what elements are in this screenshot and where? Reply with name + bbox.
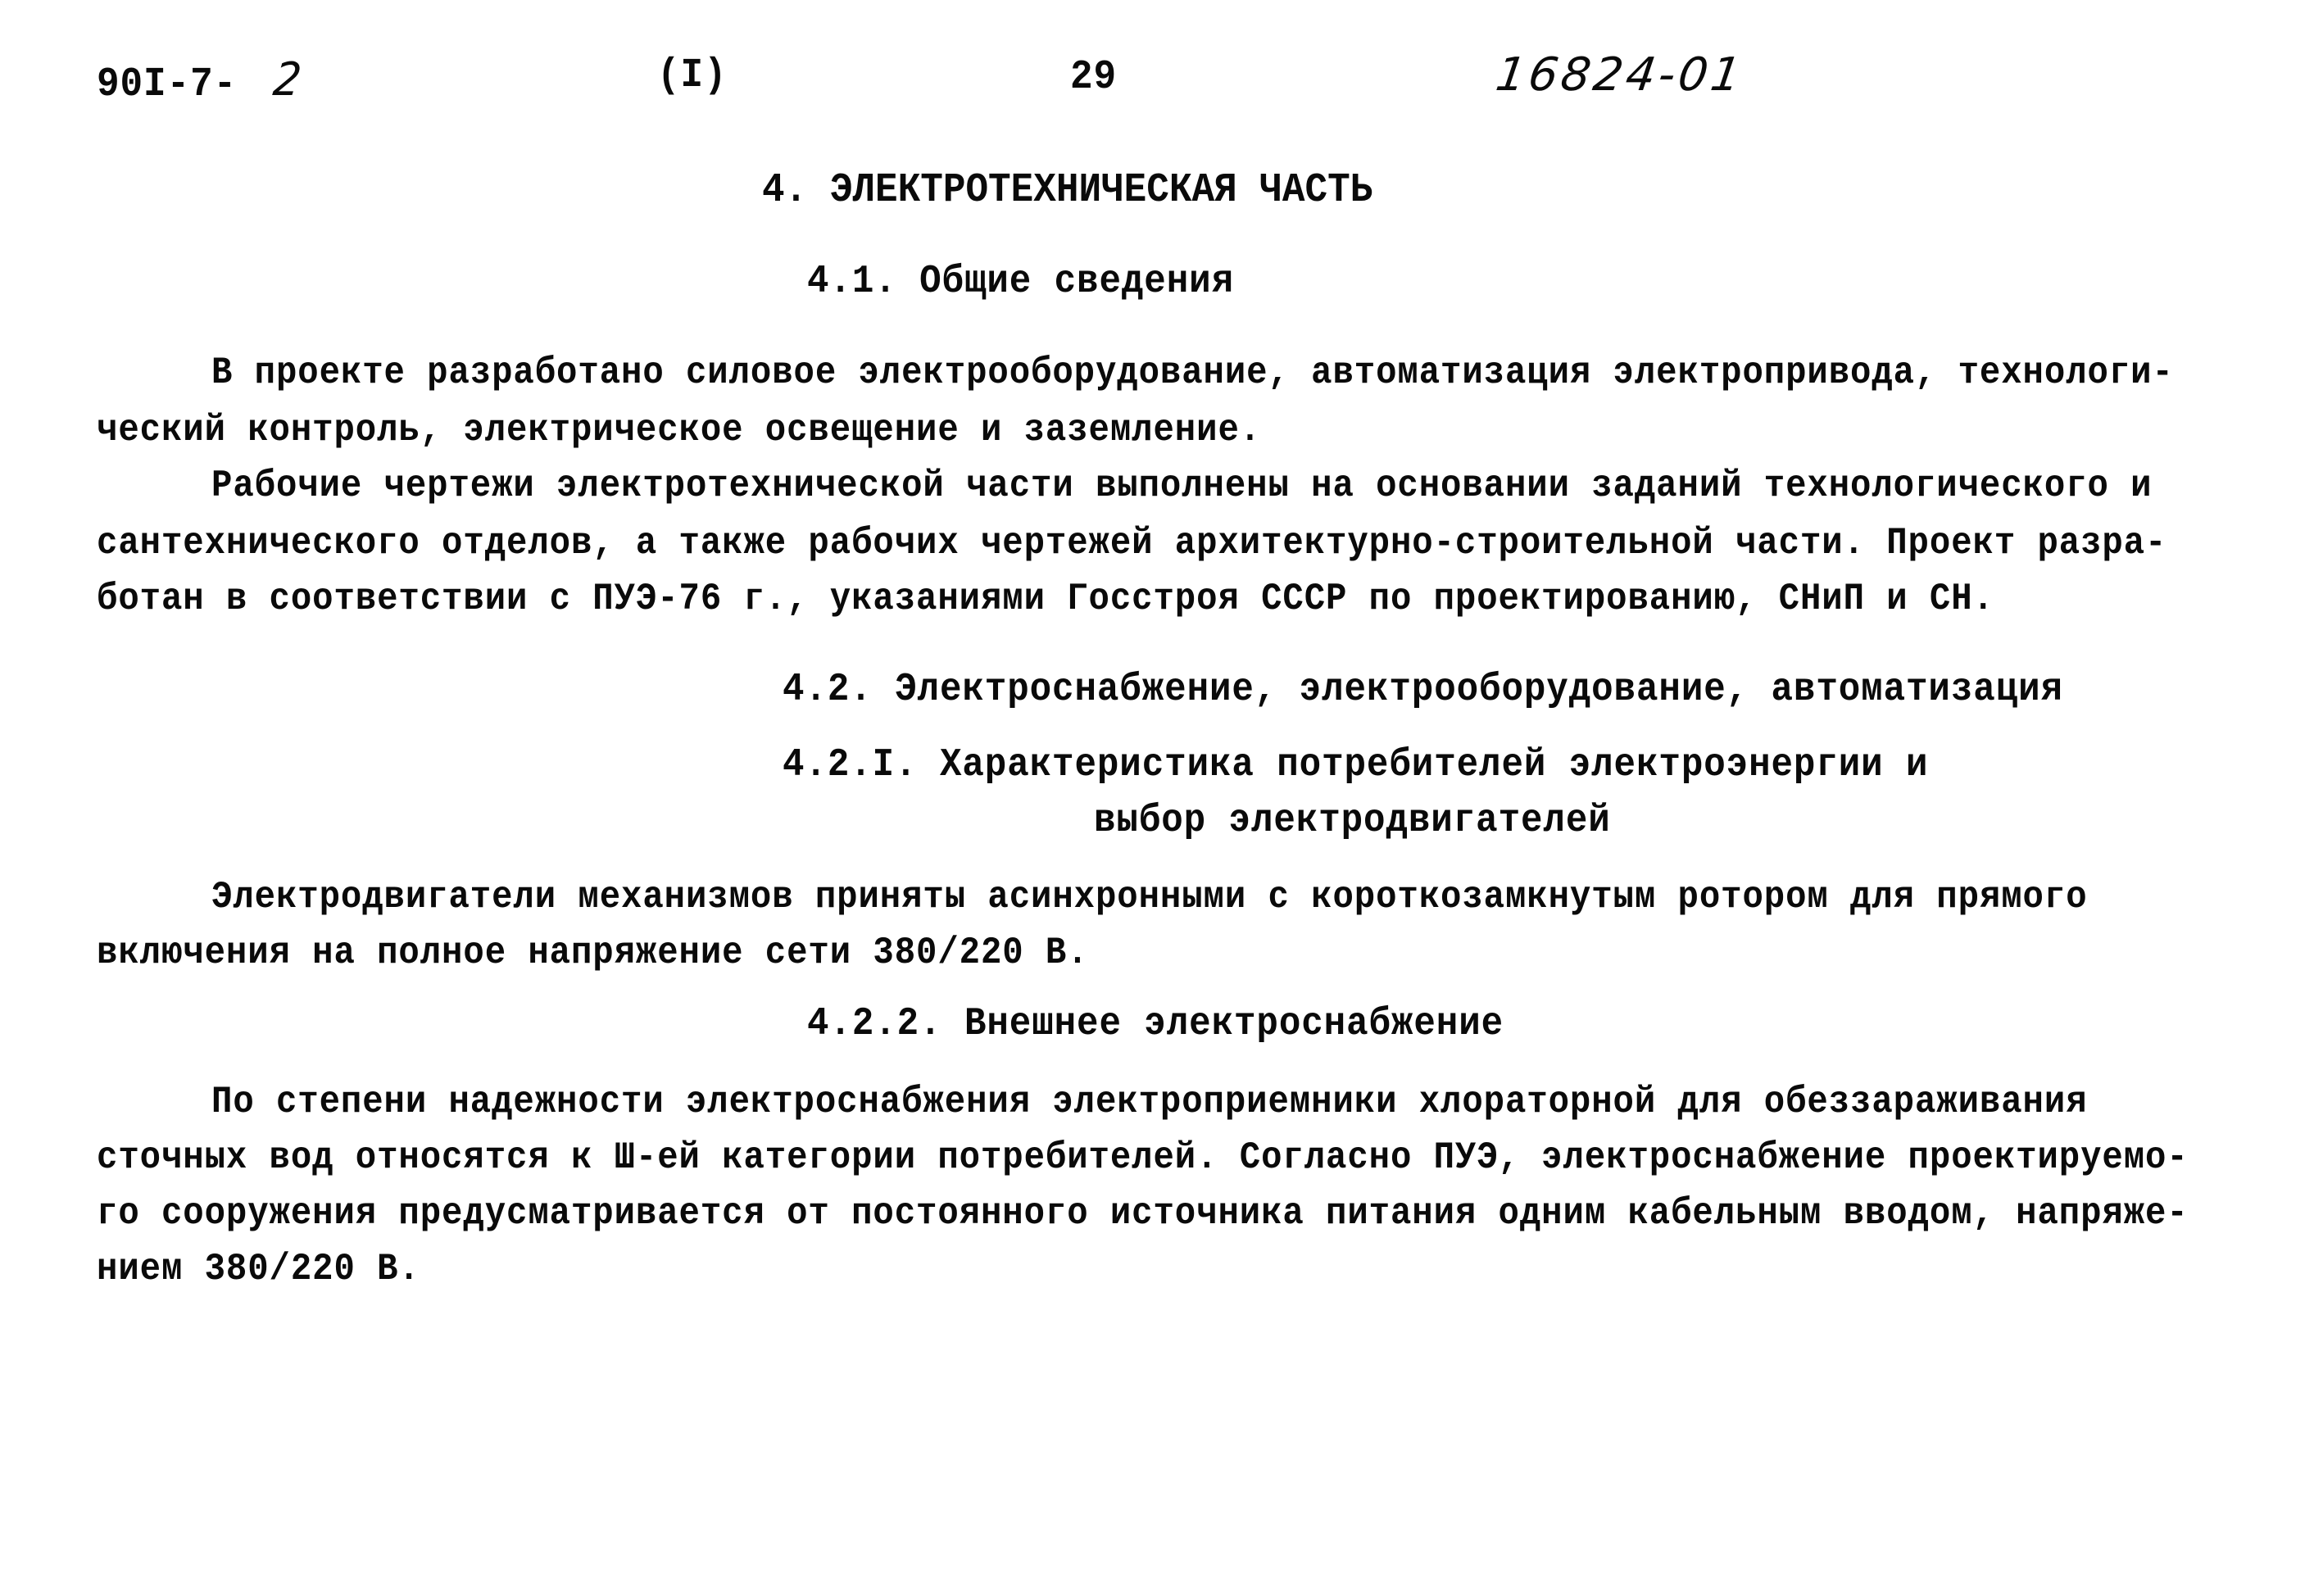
paragraph-line: Рабочие чертежи электротехнической части выполнены на основании заданий технологического и xyxy=(211,465,2153,507)
document-part: (I) xyxy=(657,52,728,99)
paragraph-line: включения на полное напряжение сети 380/220 В. xyxy=(97,932,1089,974)
subsection-4-2-1-heading-line1: 4.2.I. Характеристика потребителей электроэнергии и xyxy=(783,743,1929,787)
paragraph-line: В проекте разработано силовое электрооборудование, автоматизация электропривода, технологи- xyxy=(211,351,2174,394)
subsection-4-1-heading: 4.1. Общие сведения xyxy=(807,260,1234,304)
section-title: 4. ЭЛЕКТРОТЕХНИЧЕСКАЯ ЧАСТЬ xyxy=(762,167,1373,214)
paragraph-line: нием 380/220 В. xyxy=(97,1248,420,1290)
subsection-4-2-1-heading-line2: выбор электродвигателей xyxy=(1094,799,1611,843)
paragraph-line: Электродвигатели механизмов приняты асинхронными с короткозамкнутым ротором для прямого xyxy=(211,876,2088,918)
paragraph-line: сточных вод относятся к Ш-ей категории потребителей. Согласно ПУЭ, электроснабжение проектируемо- xyxy=(97,1136,2189,1179)
page-number: 29 xyxy=(1070,54,1118,101)
paragraph-line: По степени надежности электроснабжения электроприемники хлораторной для обеззараживания xyxy=(211,1081,2088,1123)
document-code xyxy=(97,53,307,108)
paragraph-line: ческий контроль, электрическое освещение и заземление. xyxy=(97,409,1262,451)
subsection-4-2-heading: 4.2. Электроснабжение, электрооборудование, автоматизация xyxy=(783,668,2063,712)
document-code-handwritten: 2 xyxy=(270,53,307,107)
paragraph-line: сантехнического отделов, а также рабочих чертежей архитектурно-строительной части. Проект разра- xyxy=(97,522,2167,564)
subsection-4-2-2-heading: 4.2.2. Внешнее электроснабжение xyxy=(807,1002,1504,1046)
paragraph-line: ботан в соответствии с ПУЭ-76 г., указаниями Госстроя СССР по проектированию, СНиП и СН. xyxy=(97,578,1994,620)
inventory-number: 16824-01 xyxy=(1492,48,1748,102)
document-code-prefix: 90I-7- xyxy=(97,61,238,108)
paragraph-line: го сооружения предусматривается от постоянного источника питания одним кабельным вводом, напряже- xyxy=(97,1192,2189,1235)
